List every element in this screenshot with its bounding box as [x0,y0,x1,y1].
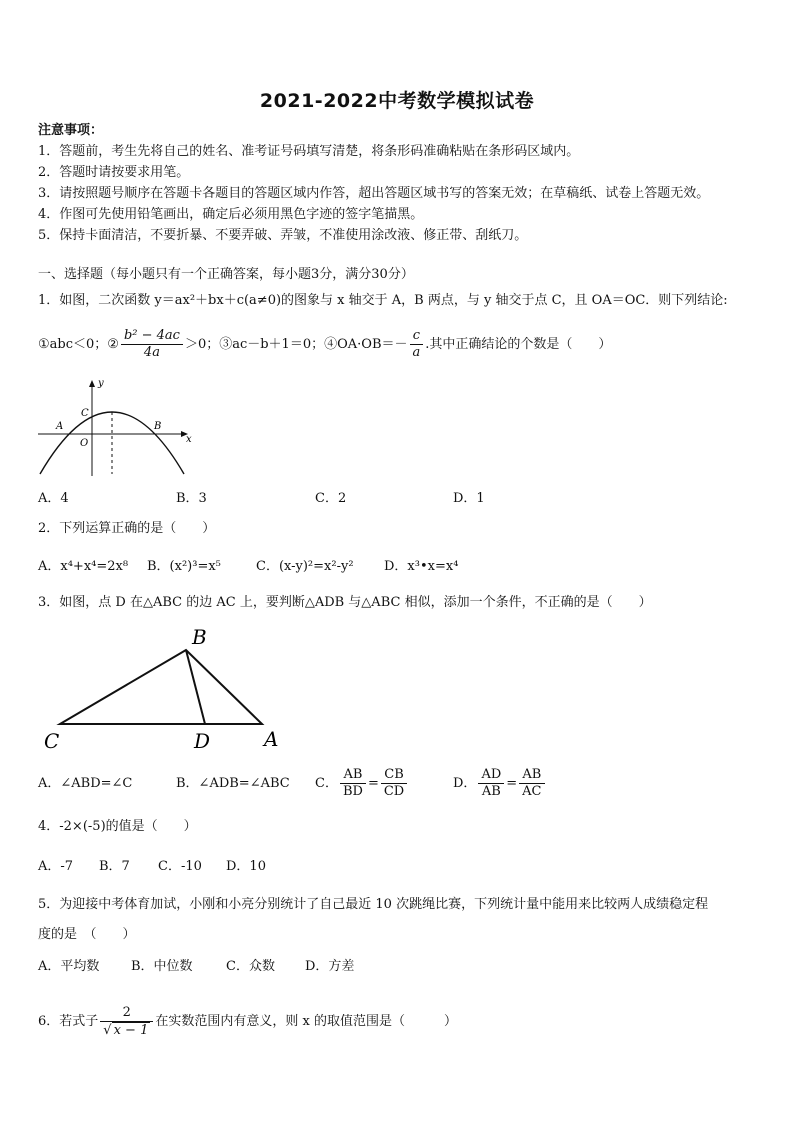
label-y: y [98,378,104,389]
fraction [519,767,544,800]
label-c: C [81,408,89,419]
stem-text: 在实数范围内有意义，则 x 的取值范围是（ ） [155,1014,457,1029]
fraction [410,328,424,361]
label-x: x [186,434,192,445]
triangle-abc [60,650,262,724]
fraction [100,1005,153,1039]
option-c[interactable] [315,760,409,808]
option-d[interactable] [453,760,547,808]
fraction [121,328,183,361]
question-4-stem: 4．-2×(-5)的值是（ ） [38,819,197,834]
option[interactable]: D．x³•x=x⁴ [384,559,459,574]
section-heading: 一、选择题（每小题只有一个正确答案，每小题3分，满分30分） [38,267,414,282]
page-title: 2021-2022中考数学模拟试卷 [259,90,535,112]
option[interactable]: D．10 [226,859,266,874]
y-axis-arrow [89,380,95,387]
fraction [381,767,407,800]
option[interactable]: D．方差 [305,959,355,974]
option[interactable]: A．∠ABD=∠C [38,776,133,791]
notice-item: 2．答题时请按要求用笔。 [38,165,190,180]
question-1-conclusions [38,328,611,362]
fraction-numerator: 2 [100,1005,153,1022]
fraction [340,767,366,800]
label-c: C [44,729,60,753]
fraction-numerator: CB [381,767,407,784]
option[interactable]: C．-10 [158,859,202,874]
conclusion-text: ①abc＜0；② [38,337,119,352]
option[interactable]: B．3 [176,491,207,506]
equals-sign: = [367,776,379,791]
question-2-stem: 2．下列运算正确的是（ ） [38,521,216,536]
fraction-numerator: AB [340,767,366,784]
notice-item: 4．作图可先使用铅笔画出，确定后必须用黑色字迹的签字笔描黑。 [38,207,424,222]
question-3-stem: 3．如图，点 D 在△ABC 的边 AC 上，要判断△ADB 与△ABC 相似，添加一个条件，不正确的是（ ） [38,595,652,610]
option[interactable]: B．(x²)³=x⁵ [147,559,221,574]
fraction-numerator: AB [519,767,544,784]
option-label: D． [453,776,477,791]
conclusion-text: .其中正确结论的个数是（ ） [425,337,612,352]
notice-item: 3．请按照题号顺序在答题卡各题目的答题区域内作答，超出答题区域书写的答案无效；在草稿纸、试卷上答题无效。 [38,186,710,201]
option[interactable]: A．-7 [38,859,74,874]
fraction-numerator: b² − 4ac [121,328,183,345]
notice-heading: 注意事项： [38,123,104,138]
question-5-stem-cont: 度的是 （ ） [38,927,136,942]
label-a: A [56,421,64,432]
label-b: B [192,625,207,649]
label-b: B [154,421,162,432]
label-a: A [264,727,279,751]
fraction-denominator: BD [342,784,363,799]
notice-item: 1．答题前，考生先将自己的姓名、准考证号码填写清楚，将条形码准确粘贴在条形码区域内。 [38,144,580,159]
question-6-stem [38,1000,457,1044]
notice-item: 5．保持卡面清洁，不要折暴、不要弄破、弄皱，不准使用涂改液、修正带、刮纸刀。 [38,228,528,243]
segment-bd [186,650,205,724]
fraction-denominator: a [412,345,421,360]
triangle-figure [38,622,298,754]
fraction-numerator: AD [478,767,504,784]
option[interactable]: A．平均数 [38,959,100,974]
option-label: C． [315,776,338,791]
fraction-denominator: CD [383,784,405,799]
stem-text: 6．若式子 [38,1014,99,1029]
option[interactable]: C．(x-y)²=x²-y² [256,559,354,574]
option[interactable]: C．众数 [226,959,275,974]
label-o: O [80,438,89,449]
radicand: x − 1 [113,1022,149,1038]
option[interactable]: B．7 [99,859,130,874]
question-1-stem: 1．如图，二次函数 y＝ax²＋bx＋c(a≠0)的图象与 x 轴交于 A，B 两点，与 y 轴交于点 C，且 OA＝OC．则下列结论: [38,293,728,308]
option[interactable]: A．x⁴+x⁴=2x⁸ [38,559,129,574]
fraction-denominator: AB [481,784,501,799]
parabola-graph [36,376,196,478]
conclusion-text: ＞0；③ac－b＋1＝0；④OA·OB＝－ [184,337,408,352]
fraction [478,767,504,800]
fraction-denominator: AC [522,784,542,799]
fraction-denominator: √ x − 1 [103,1022,149,1038]
question-5-stem: 5．为迎接中考体育加试，小刚和小亮分别统计了自己最近 10 次跳绳比赛，下列统计量中能用来比较两人成绩稳定程 [38,897,709,912]
option[interactable]: D．1 [453,491,485,506]
equals-sign: = [506,776,518,791]
label-d: D [194,729,211,753]
fraction-numerator: c [410,328,424,345]
option[interactable]: B．∠ADB=∠ABC [176,776,290,791]
option[interactable]: A．4 [38,491,69,506]
option[interactable]: C．2 [315,491,347,506]
fraction-denominator: 4a [143,345,160,360]
option[interactable]: B．中位数 [131,959,193,974]
